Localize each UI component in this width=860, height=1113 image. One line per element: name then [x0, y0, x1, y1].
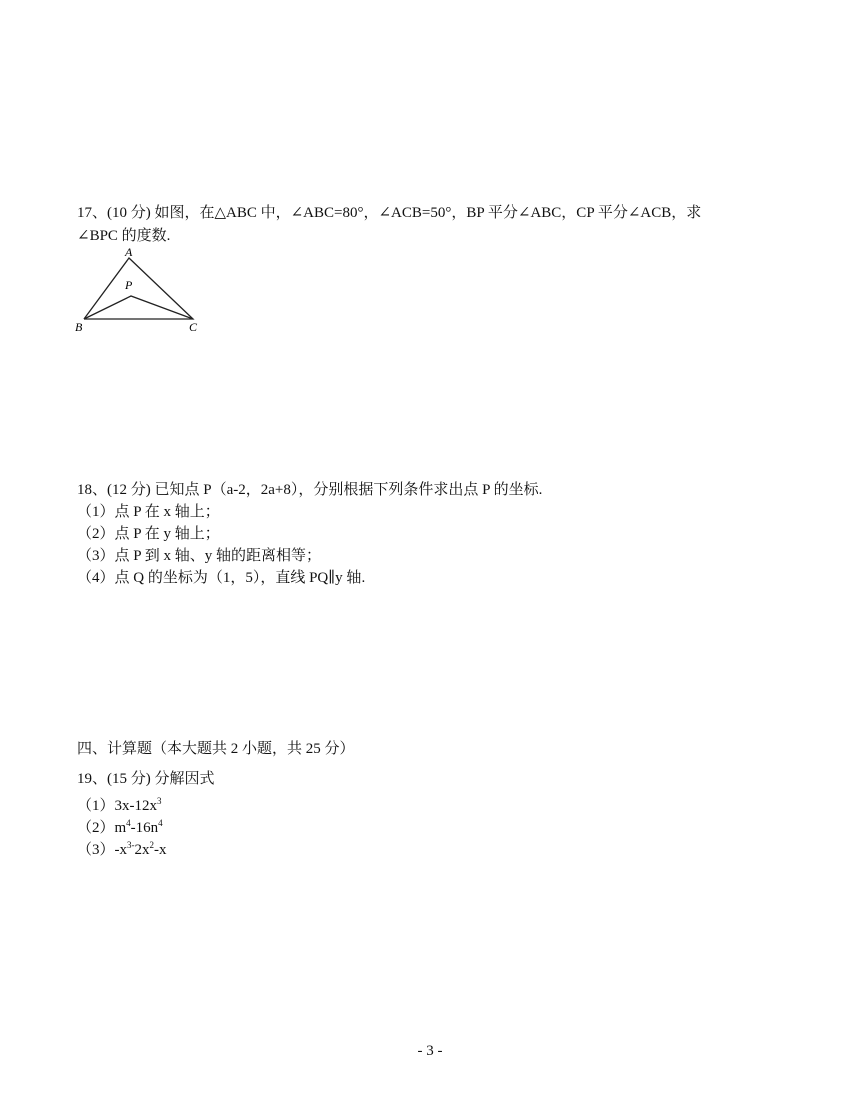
q19-item-3: [77, 835, 167, 860]
q18-item-4: （4）点 Q 的坐标为（1，5），直线 PQ∥y 轴.: [77, 570, 366, 586]
q19-item-2-exponent-1: 4: [126, 818, 131, 828]
label-b: B: [75, 320, 83, 334]
triangle-figure: [70, 244, 210, 334]
label-a: A: [125, 245, 133, 259]
q19-item-2-mid: -16n: [130, 820, 159, 836]
q18-item-3: （3）点 P 到 x 轴、y 轴的距离相等；: [77, 548, 322, 564]
q18-item-1: （1）点 P 在 x 轴上；: [77, 504, 220, 520]
page-number: - 3 -: [417, 1043, 443, 1059]
q19-item-1-base: （1）3x-12x: [77, 798, 157, 814]
q17-stem-line2: ∠BPC 的度数.: [77, 228, 171, 244]
q18-stem: 18、(12 分) 已知点 P（a-2，2a+8），分别根据下列条件求出点 P 的坐标.: [77, 482, 543, 498]
label-p: P: [125, 278, 133, 292]
q19-item-2-exponent-2: 4: [158, 818, 163, 828]
q19-item-3-base: （3）-x: [77, 842, 127, 858]
q19-item-3-suffix: -x: [154, 842, 167, 858]
triangle-abc: [84, 258, 193, 319]
section-heading: 四、计算题（本大题共 2 小题，共 25 分）: [77, 741, 355, 757]
q19-item-2-base: （2）m: [77, 820, 127, 836]
q19-stem: 19、(15 分) 分解因式: [77, 771, 215, 787]
bisector-lines: [84, 296, 193, 319]
q17-stem-line1: 17、(10 分) 如图，在△ABC 中，∠ABC=80°，∠ACB=50°，BP 平分∠ABC，CP 平分∠ACB，求: [77, 205, 702, 221]
q19-item-3-exponent-1: 3-: [127, 840, 135, 850]
q19-item-1-exponent: 3: [157, 796, 162, 806]
q19-item-3-mid: 2x: [134, 842, 150, 858]
q18-item-2: （2）点 P 在 y 轴上；: [77, 526, 220, 542]
q19-item-3-exponent-2: 2: [149, 840, 154, 850]
label-c: C: [189, 320, 198, 334]
